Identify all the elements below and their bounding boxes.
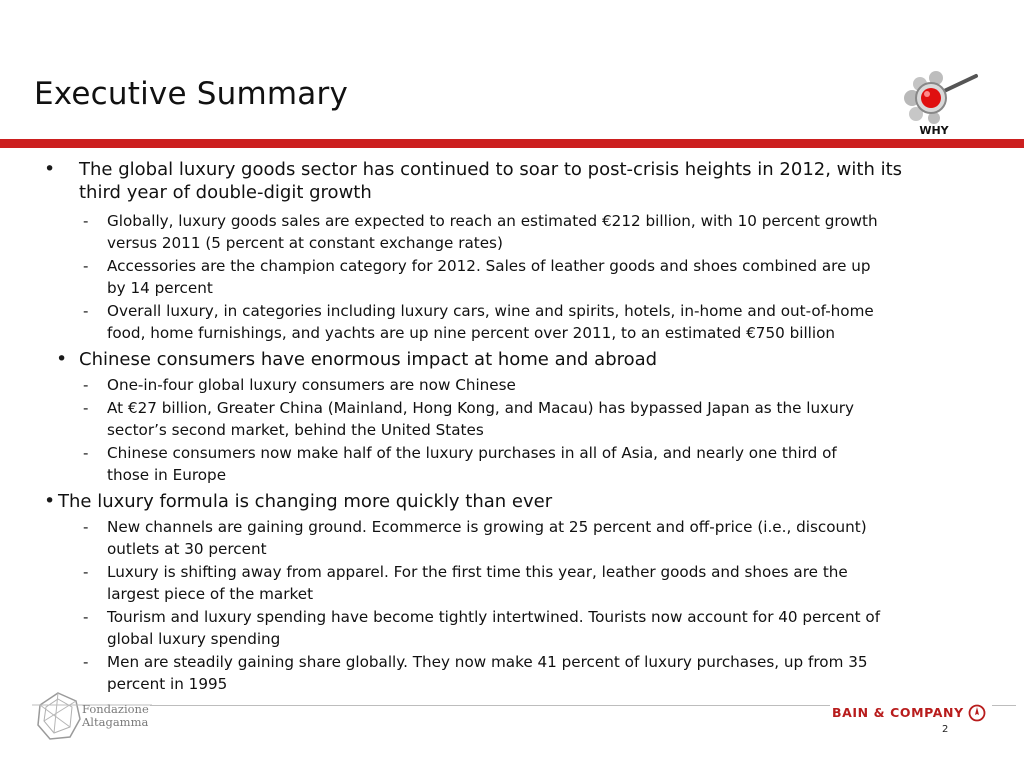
bullet-icon: • [56,348,68,370]
bullet-icon: • [44,158,56,180]
bullet-icon: • [44,490,56,512]
sub-line: Accessories are the champion category for 2012. Sales of leather goods and shoes combined are up [107,257,871,275]
bullet-section-2 [0,348,1024,374]
heading-line: The luxury formula is changing more quickly than ever [58,491,553,512]
bullet-section-3 [0,490,1024,516]
summary-content [0,158,1024,696]
footer-divider-right [992,705,1016,706]
bullet-heading [79,158,1024,204]
sub-item [0,561,1024,606]
sub-item [0,442,1024,490]
footer-divider [150,705,830,706]
sub-line: Chinese consumers now make half of the luxury purchases in all of Asia, and nearly one third of [107,444,837,462]
altagamma-line: Fondazione [82,702,149,716]
sub-item [0,397,1024,442]
header-divider-bar [0,139,1024,148]
dash-marker: - [83,212,89,230]
dash-marker: - [83,518,89,536]
sub-item [0,606,1024,651]
dash-marker: - [83,653,89,671]
bullet-heading [79,348,1024,371]
sub-item [0,516,1024,561]
bullet-heading [58,490,1024,513]
sub-line: percent in 1995 [107,675,228,693]
sub-line: At €27 billion, Greater China (Mainland, Hong Kong, and Macau) has bypassed Japan as the luxury [107,399,854,417]
sub-item [0,374,1024,397]
bain-company-wordmark: BAIN & COMPANY [832,705,964,720]
sub-item [0,255,1024,300]
sub-line: by 14 percent [107,279,213,297]
sub-line: New channels are gaining ground. Ecommerce is growing at 25 percent and off-price (i.e., discount) [107,518,867,536]
page-number: 2 [942,724,949,735]
sub-line: outlets at 30 percent [107,540,267,558]
heading-line: Chinese consumers have enormous impact at home and abroad [79,349,658,370]
heading-line: The global luxury goods sector has continued to soar to post-crisis heights in 2012, with its [79,159,903,180]
dash-marker: - [83,257,89,275]
altagamma-line: Altagamma [82,715,149,729]
altagamma-wordmark [82,703,149,729]
dash-marker: - [83,302,89,320]
sub-line: One-in-four global luxury consumers are now Chinese [107,376,516,394]
sub-line: Men are steadily gaining share globally. They now make 41 percent of luxury purchases, up from 35 [107,653,868,671]
heading-line: third year of double-digit growth [79,182,372,203]
sub-line: sector’s second market, behind the United States [107,421,484,439]
sub-item [0,300,1024,348]
bain-compass-icon [968,704,986,722]
sub-line: food, home furnishings, and yachts are up nine percent over 2011, to an estimated €750 billion [107,324,836,342]
dash-marker: - [83,376,89,394]
bullet-section-1 [0,158,1024,210]
sub-line: Luxury is shifting away from apparel. For the first time this year, leather goods and shoes are the [107,563,848,581]
sub-line: Globally, luxury goods sales are expected to reach an estimated €212 billion, with 10 percent growth [107,212,878,230]
dash-marker: - [83,444,89,462]
dash-marker: - [83,399,89,417]
sub-line: Tourism and luxury spending have become tightly intertwined. Tourists now account for 40 percent of [107,608,881,626]
sub-line: Overall luxury, in categories including luxury cars, wine and spirits, hotels, in-home and out-of-home [107,302,874,320]
sub-line: global luxury spending [107,630,281,648]
why-label: WHY [919,124,949,137]
page-title: Executive Summary [34,76,348,112]
sub-item [0,210,1024,255]
dash-marker: - [83,608,89,626]
sub-line: largest piece of the market [107,585,314,603]
sub-line: versus 2011 (5 percent at constant exchange rates) [107,234,503,252]
sub-line: those in Europe [107,466,227,484]
dash-marker: - [83,563,89,581]
